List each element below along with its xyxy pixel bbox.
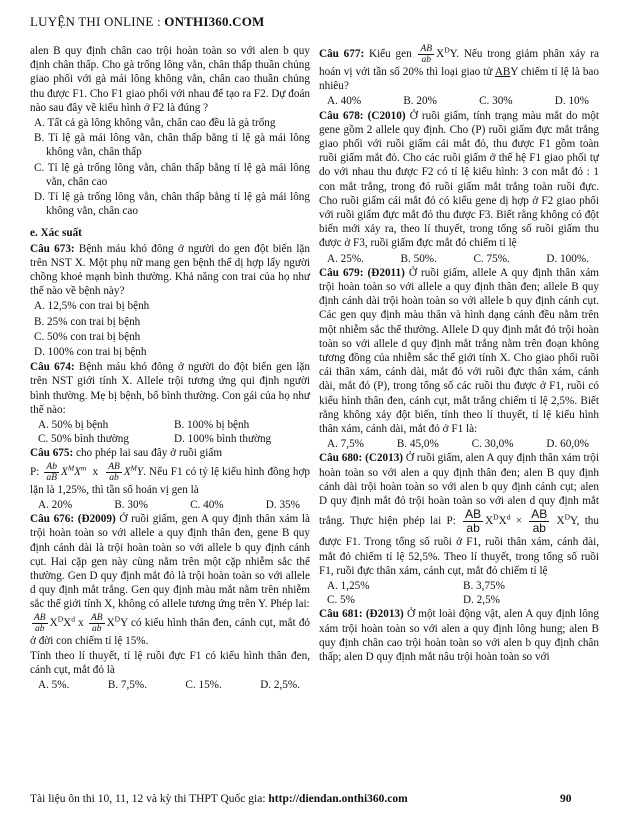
q680-tail: Y, thu được F1. Trong tổng số ruồi ở F1, ruồi thân xám, cánh dài, mắt đỏ chiếm tỉ lệ 52,5%. Theo lí thuyết, trong tổng số ruồi F1, ruồi đực thân xám, cánh cụt, mắt đỏ chiếm tỉ lệ	[319, 515, 599, 577]
intro-option-a: A. Tất cả gà lông không vằn, chân cao đều là gà trống	[34, 117, 276, 130]
fraction-AB-ab-male: $\frac{AB}{ab}$	[90, 612, 103, 634]
q677-text-a: Kiểu gen	[364, 48, 412, 61]
q674-options	[30, 418, 310, 446]
q681-text: Ở một loài động vật, alen A quy định lông xám trội hoàn toàn so với alen a quy định lông hung; alen B quy định chân cao trội hoàn toàn so với alen b quy định chân thấp; alen D quy định mắt nâu trội hoàn toàn so với	[319, 608, 599, 663]
intro-option-b: B. Tỉ lệ gà mái lông vằn, chân thấp bằng tỉ lệ gà mái lông không vằn, chân thấp	[34, 132, 310, 159]
question-675	[30, 446, 310, 460]
question-679	[319, 266, 599, 436]
q674-option-a: A. 50% bị bệnh	[38, 419, 109, 432]
q680-options	[319, 579, 599, 607]
q673-text: Bệnh máu khó đông ở người do gen đột biến lặn trên NST X. Một phụ nữ mang gen bệnh thể dị hợp lấy người chồng khoẻ mạnh bình thường. Khả năng con trai của họ như thế nào về bệnh này?	[30, 242, 310, 298]
q675-option-b: B. 30%	[114, 498, 148, 511]
q679-option-a: A. 7,5%	[327, 438, 364, 451]
q674-text: Bệnh máu khó đông ở người do đột biến gen lặn trên NST giới tính X. Allele trội tương ứng qui định người bình thường. Mẹ bị bệnh, bố bình thường. Con gái của họ như thế nào:	[30, 361, 310, 416]
fraction-AB-ab-female: $\frac{AB}{ab}$	[34, 612, 46, 634]
footer-link[interactable]: http://diendan.onthi360.com	[268, 793, 408, 805]
q675-tail: . Nếu F1 có tỷ lệ kiểu hình đồng hợp lặn là 1,25%, thì tần số hoán vị gen là	[30, 465, 311, 496]
section-heading: e. Xác suất	[30, 227, 82, 240]
header-site: ONTHI360.COM	[164, 14, 265, 29]
question-674	[30, 360, 310, 417]
q676-option-c: C. 15%.	[185, 679, 222, 692]
fraction-AB-ab-677: $\frac{AB}{ab}$	[420, 44, 433, 65]
q676-formula: $\frac{AB}{ab}$ $X^DX^d$ x $\frac{AB}{ab}$ $X^DY$ có kiểu hình thân đen, cánh cụt, mắt đỏ ở đời con chiếm tỉ lệ 15%.	[30, 612, 311, 647]
q680-option-c: C. 5%	[327, 594, 355, 607]
q674-label: Câu 674:	[30, 361, 75, 374]
q675-option-a: A. 20%	[38, 498, 73, 511]
q679-label: Câu 679: (Đ2011)	[319, 266, 405, 279]
q678-options	[319, 252, 599, 266]
q673-option-d: D. 100% con trai bị bệnh	[34, 346, 147, 359]
q678-option-c: C. 75%.	[473, 252, 510, 265]
q677-option-c: C. 30%	[479, 95, 513, 108]
q677-options	[319, 94, 599, 108]
q677-gamete: AB	[494, 66, 511, 78]
q676-option-a: A. 5%.	[38, 679, 70, 692]
q679-option-b: B. 45,0%	[396, 438, 439, 451]
q676-text-b: Tính theo lí thuyết, tỉ lệ ruồi đực F1 có kiểu hình thân đen, cánh cụt, mắt đỏ là	[30, 649, 310, 676]
q675-text: cho phép lai sau đây ở ruồi giấm	[73, 447, 223, 460]
header-prefix: LUYỆN THI ONLINE :	[30, 14, 165, 29]
fraction-AB-ab: $\frac{AB}{ab}$	[108, 461, 120, 483]
intro-option-d: D. Tỉ lệ gà trống lông vằn, chân thấp bằng tỉ lệ gà mái lông không vằn, chân cao	[34, 191, 310, 218]
q678-text: Ở ruồi giấm, tính trạng màu mắt do một gene gồm 2 allele quy định. Cho (P) ruồi giấm đực mắt trắng giao phối với ruồi giấm cái mắt đỏ, thu được F1 gồm toàn ruồi giấm mắt đỏ. Cho các ruồi giấm ở thế hệ F1 giao phối tự do với nhau thu được F2 có tỉ lệ kiểu hình: 3 con mắt đỏ : 1 con mắt trắng, trong đó ruồi giấm mắt trắng toàn ruồi đực. Cho ruồi giấm cái mắt đỏ có kiểu gene dị hợp ở F2 giao phối với ruồi giấm đực mắt đỏ thu được F3. Biết rằng không có đột biến mới xảy ra, theo lí thuyết, trong tổng số ruồi giấm thu được ở F3, ruồi giấm đực mắt đỏ chiếm tỉ lệ	[319, 109, 599, 250]
q676-option-d: D. 2,5%.	[260, 679, 300, 692]
q678-label: Câu 678: (C2010)	[319, 109, 406, 122]
q680-label: Câu 680: (C2013)	[319, 452, 404, 465]
q673-label: Câu 673:	[30, 242, 75, 255]
fraction-AB-ab-680a: $\frac{AB}{ab}$	[465, 507, 482, 536]
q675-label: Câu 675:	[30, 447, 74, 460]
q680-option-b: B. 3,75%	[463, 579, 505, 592]
question-678	[319, 109, 599, 251]
q678-option-a: A. 25%.	[327, 252, 364, 265]
page-footer	[30, 793, 610, 805]
q676-text: Ở ruồi giấm, gen A quy định thân xám là trội hoàn toàn so với allele a quy định thân đen, gene B quy định cánh dài là trội hoàn toàn so với allele b quy định cánh cụt. Hai cặp gen này cùng nằm trên một cặp nhiễm sắc thể thường. Gen D quy định mắt đỏ là trội hoàn toàn so với allele d quy định mắt trắng. Gen quy định màu mắt nằm trên nhiễm sắc thể giới tính X, không có allele tương ứng trên Y. Phép lai:	[30, 513, 310, 611]
q674-option-b: B. 100% bị bệnh	[174, 419, 250, 432]
page-header	[30, 14, 265, 30]
q678-option-b: B. 50%.	[400, 252, 437, 265]
q680-text: Ở ruồi giấm, alen A quy định thân xám trội hoàn toàn so với alen a quy định thân đen; alen B quy định cánh dài trội hoàn toàn so với alen b quy định cánh cụt; alen D quy định mắt đỏ trội hoàn toàn so với alen d quy định mắt trắng. Thực hiện phép lai P:	[319, 452, 599, 528]
fraction-AB-ab-680b: $\frac{AB}{ab}$	[531, 507, 548, 536]
q673-option-a: A. 12,5% con trai bị bệnh	[34, 300, 150, 313]
page-number: 90	[560, 793, 572, 805]
q674-option-c: C. 50% bình thường	[38, 433, 129, 446]
q675-option-c: C. 40%	[190, 498, 224, 511]
q677-text-c: Y chiếm tỉ lệ là bao nhiêu?	[319, 66, 599, 93]
q675-p: P:	[30, 465, 40, 478]
intro-text: alen B quy định chân cao trội hoàn toàn so với alen b quy định chân thấp. Cho gà trống lông vằn, chân thấp thuần chủng giao phối với gà mái lông không vằn, chân cao thuần chủng thu được F1. Cho F1 giao phối với nhau để tạo ra F2. Dự đoán nào sau đây về kiểu hình ở F2 là đúng ?	[30, 45, 311, 114]
q677-text-b: Y. Nếu trong giảm phân xảy ra hoán vị với tần số 20% thì loại giao tử	[319, 48, 599, 78]
q679-text: Ở ruồi giấm, allele A quy định thân xám trội hoàn toàn so với allele a quy định thân đen; allele B quy định cánh dài trội hoàn toàn so với allele b quy định cánh cụt. Các gen quy định màu thân và hình dạng cánh đều nằm trên một nhiễm sắc thể thường. Allele D quy định mắt đỏ trội hoàn toàn so với allele d quy định mắt trắng nằm trên đoạn không tương đồng của nhiễm sắc thể giới tính X. Cho giao phối ruồi cái thân xám, cánh dài, mắt đỏ với ruồi đực thân xám, cánh dài, mắt đỏ (P), trong tổng số các ruồi thu được ở F1, ruồi có kiểu hình thân đen, cánh cụt, mắt trắng chiếm tỉ lệ 2,5%. Biết rằng không xảy đột biến, tính theo lí thuyết, tỉ lệ kiểu hình thân xám, cánh dài, mắt đỏ ở F1 là:	[319, 266, 599, 436]
q680-option-d: D. 2,5%	[463, 594, 500, 607]
question-676	[30, 512, 310, 611]
q674-option-d: D. 100% bình thường	[174, 433, 272, 446]
q676-label: Câu 676: (Đ2009)	[30, 513, 116, 526]
q677-option-a: A. 40%	[327, 95, 362, 108]
q680-option-a: A. 1,25%	[327, 579, 370, 592]
question-677: Câu 677: Kiểu gen $\frac{AB}{ab}$ $X^DY$. Nếu trong giảm phân xảy ra hoán vị với tần số 20% thì loại giao tử ABY chiếm tỉ lệ là bao nhiêu?	[319, 44, 599, 93]
q677-option-d: D. 10%	[554, 95, 589, 108]
question-681	[319, 607, 599, 664]
q673-option-c: C. 50% con trai bị bệnh	[34, 330, 141, 343]
intro-option-c: C. Tỉ lệ gà trống lông vằn, chân thấp bằng tỉ lệ gà mái lông vằn, chân cao	[34, 161, 310, 188]
q673-option-b: B. 25% con trai bị bệnh	[34, 315, 141, 328]
footer-text: Tài liệu ôn thi 10, 11, 12 và kỳ thi THPT Quốc gia:	[30, 793, 269, 805]
q677-option-b: B. 20%	[403, 95, 437, 108]
question-673	[30, 242, 310, 299]
q675-options	[30, 498, 310, 512]
q677-label: Câu 677:	[319, 48, 365, 61]
q680-cross: ×	[515, 515, 522, 528]
q675-formula: P: $\frac{Ab}{aB}$ $X^MX^m$ x $\frac{AB}{ab}$ $X^MY$. Nếu F1 có tỷ lệ kiểu hình đồng hợp lặn là 1,25%, thì tần số hoán vị gen là	[30, 461, 311, 496]
q679-options	[319, 437, 599, 451]
q676-tail: có kiểu hình thân đen, cánh cụt, mắt đỏ ở đời con chiếm tỉ lệ 15%.	[30, 616, 311, 647]
right-column	[319, 44, 599, 665]
q678-option-d: D. 100%.	[546, 252, 589, 265]
left-column	[30, 44, 310, 692]
q681-label: Câu 681: (Đ2013)	[319, 608, 404, 621]
q676-options	[30, 678, 310, 692]
q675-option-d: D. 35%	[265, 498, 300, 511]
q676-option-b: B. 7,5%.	[107, 679, 147, 692]
q675-cross: x	[92, 465, 99, 478]
q679-option-d: D. 60,0%	[546, 438, 589, 451]
question-680: Câu 680: (C2013) Ở ruồi giấm, alen A quy định thân xám trội hoàn toàn so với alen a quy định thân đen; alen B quy định cánh dài trội hoàn toàn so với alen b quy định cánh cụt; alen D quy định mắt đỏ trội hoàn toàn so với alen d quy định mắt trắng. Thực hiện phép lai P: $\frac{AB}{ab}$ $X^DX^d$ × $\frac{AB}{ab}$ $X^DY$, thu được F1. Trong tổng số ruồi ở F1, ruồi thân xám, cánh dài, mắt đỏ chiếm tỉ lệ 52,5%. Theo lí thuyết, trong tổng số ruồi F1, ruồi đực thân xám, cánh cụt, mắt đỏ chiếm tỉ lệ	[319, 452, 599, 577]
q679-option-c: C. 30,0%	[471, 438, 514, 451]
fraction-ab-ab: $\frac{Ab}{aB}$	[46, 461, 57, 483]
